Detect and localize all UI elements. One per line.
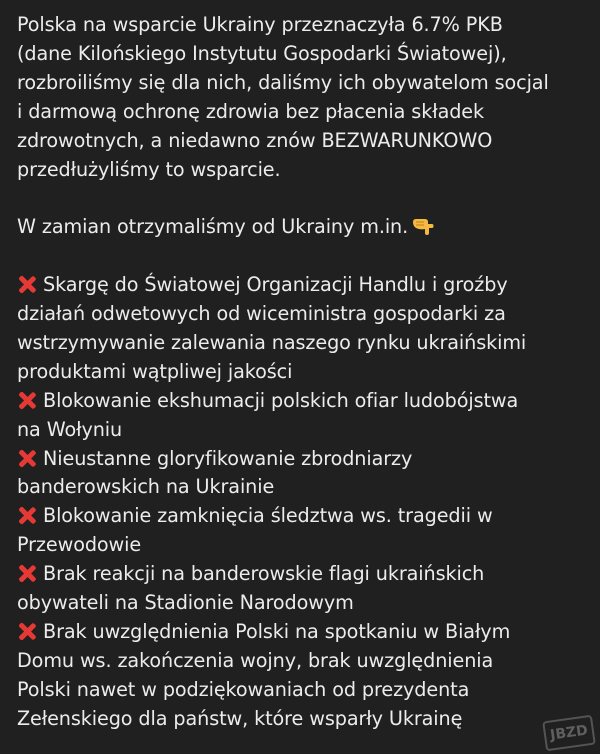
item-line: Blokowanie ekshumacji polskich ofiar ludobójstwa	[43, 388, 519, 412]
red-x-icon	[17, 274, 37, 294]
spacer	[17, 184, 587, 213]
list-item	[17, 618, 587, 734]
post-text	[17, 11, 587, 734]
item-line: Blokowanie zamknięcia śledztwa ws. tragedii w	[43, 504, 493, 528]
exchange-text: W zamian otrzymaliśmy od Ukrainy m.in.	[17, 215, 409, 239]
item-line: Domu ws. zakończenia wojny, brak uwzględnienia	[17, 648, 494, 672]
item-line: banderowskich na Ukrainie	[17, 475, 275, 499]
spacer	[17, 242, 587, 271]
red-x-icon	[17, 448, 37, 468]
intro-paragraph	[17, 11, 587, 184]
list-item	[17, 445, 587, 503]
red-x-icon	[17, 563, 37, 583]
site-watermark-logo: JBZD	[542, 715, 596, 752]
item-line: Polski nawet w podziękowaniach od prezydenta	[17, 677, 470, 701]
item-line: Przewodowie	[17, 533, 142, 557]
exchange-line	[17, 213, 587, 242]
red-x-icon	[17, 390, 37, 410]
red-x-icon	[17, 505, 37, 525]
intro-line: (dane Kilońskiego Instytutu Gospodarki Światowej),	[17, 41, 507, 65]
pointing-down-hand-icon	[412, 216, 434, 236]
item-line: Skargę do Światowej Organizacji Handlu i groźby	[43, 273, 508, 297]
intro-line: przedłużyliśmy to wsparcie.	[17, 157, 281, 181]
item-line: działań odwetowych od wiceministra gospodarki za	[17, 302, 506, 326]
item-line: Brak reakcji na banderowskie flagi ukraińskich	[43, 562, 485, 586]
intro-line: i darmową ochronę zdrowia bez płacenia składek	[17, 99, 485, 123]
intro-line: zdrowotnych, a niedawno znów BEZWARUNKOWO	[17, 128, 493, 152]
item-line: Nieustanne gloryfikowanie zbrodniarzy	[43, 446, 413, 470]
list-item	[17, 271, 587, 387]
item-line: na Wołyniu	[17, 417, 123, 441]
item-line: Brak uwzględnienia Polski na spotkaniu w Białym	[43, 620, 511, 643]
grievance-list	[17, 271, 587, 734]
item-line: Zełenskiego dla państw, które wsparły Ukrainę	[17, 706, 463, 730]
red-x-icon	[17, 621, 37, 641]
intro-line: rozbroiliśmy się dla nich, daliśmy ich obywatelom socjal	[17, 70, 549, 94]
item-line: produktami wątpliwej jakości	[17, 359, 293, 383]
item-line: obywateli na Stadionie Narodowym	[17, 591, 354, 615]
list-item	[17, 560, 587, 618]
item-line: wstrzymywanie zalewania naszego rynku ukraińskimi	[17, 330, 527, 354]
list-item	[17, 387, 587, 445]
list-item	[17, 502, 587, 560]
intro-line: Polska na wsparcie Ukrainy przeznaczyła 6.7% PKB	[17, 13, 503, 36]
